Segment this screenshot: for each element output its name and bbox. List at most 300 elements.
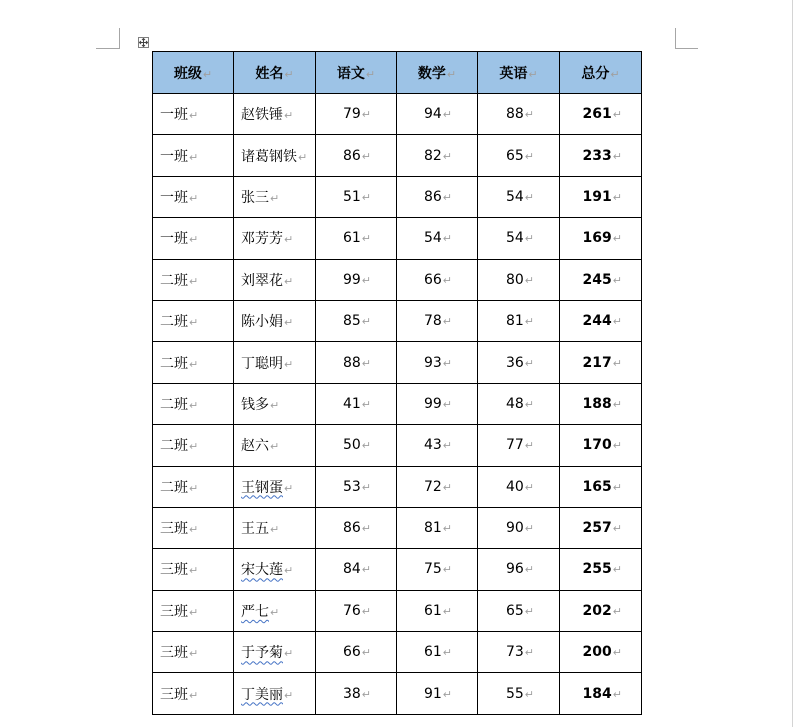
cell-chinese[interactable] <box>316 135 397 176</box>
cell-total[interactable] <box>560 590 642 631</box>
cell-name[interactable] <box>234 549 316 590</box>
cell-name-value: 刘翠花 <box>241 272 283 289</box>
cell-english[interactable] <box>478 425 560 466</box>
cell-chinese-value: 38 <box>342 685 361 702</box>
header-name[interactable] <box>234 52 316 94</box>
paragraph-mark: ↵ <box>189 605 199 619</box>
paragraph-mark: ↵ <box>524 646 534 660</box>
cell-chinese-value: 79 <box>342 106 361 123</box>
paragraph-mark: ↵ <box>612 356 622 370</box>
cell-class[interactable] <box>153 259 234 300</box>
cell-chinese-value: 51 <box>342 188 361 205</box>
cell-class-value: 二班 <box>160 396 188 413</box>
paragraph-mark: ↵ <box>189 481 199 495</box>
cell-class[interactable] <box>153 673 234 714</box>
paragraph-mark: ↵ <box>270 523 280 537</box>
cell-math-value: 94 <box>423 106 442 123</box>
cell-chinese[interactable] <box>316 342 397 383</box>
cell-name[interactable] <box>234 383 316 424</box>
cell-chinese[interactable] <box>316 425 397 466</box>
cell-class[interactable] <box>153 300 234 341</box>
paragraph-mark: ↵ <box>524 315 534 329</box>
paragraph-mark: ↵ <box>361 273 371 287</box>
cell-english[interactable] <box>478 259 560 300</box>
cell-english-value: 65 <box>505 602 524 619</box>
paragraph-mark: ↵ <box>612 646 622 660</box>
cell-total[interactable] <box>560 673 642 714</box>
paragraph-mark: ↵ <box>284 233 294 247</box>
paragraph-mark: ↵ <box>189 191 199 205</box>
margin-corner-mark-left <box>119 28 120 49</box>
paragraph-mark: ↵ <box>284 67 294 81</box>
cell-chinese-value: 66 <box>342 644 361 661</box>
cell-name-value: 丁聪明 <box>241 355 283 372</box>
paragraph-mark: ↵ <box>189 109 199 123</box>
header-label: 英语 <box>499 65 528 82</box>
paragraph-mark: ↵ <box>524 273 534 287</box>
paragraph-mark: ↵ <box>612 232 622 246</box>
cell-class[interactable] <box>153 383 234 424</box>
table-row <box>153 466 642 507</box>
cell-total-value: 202 <box>582 602 612 619</box>
cell-name[interactable] <box>234 507 316 548</box>
paragraph-mark: ↵ <box>612 522 622 536</box>
cell-name-value: 张三 <box>241 189 269 206</box>
cell-chinese[interactable] <box>316 94 397 135</box>
paragraph-mark: ↵ <box>524 522 534 536</box>
paragraph-mark: ↵ <box>442 149 452 163</box>
cell-english-value: 80 <box>505 271 524 288</box>
cell-name-value: 陈小娟 <box>241 314 283 331</box>
cell-class-value: 三班 <box>160 521 188 538</box>
cell-english[interactable] <box>478 507 560 548</box>
cell-total-value: 169 <box>582 230 612 247</box>
cell-chinese[interactable] <box>316 673 397 714</box>
cell-english[interactable] <box>478 549 560 590</box>
header-english[interactable] <box>478 52 560 94</box>
cell-name[interactable] <box>234 259 316 300</box>
cell-math-value: 91 <box>423 685 442 702</box>
cell-chinese-value: 88 <box>342 354 361 371</box>
cell-english-value: 54 <box>505 230 524 247</box>
cell-name[interactable] <box>234 342 316 383</box>
cell-math[interactable] <box>397 300 478 341</box>
cell-math[interactable] <box>397 673 478 714</box>
table-row <box>153 135 642 176</box>
header-chinese[interactable] <box>316 52 397 94</box>
paragraph-mark: ↵ <box>612 563 622 577</box>
cell-total[interactable] <box>560 218 642 259</box>
cell-english-value: 73 <box>505 644 524 661</box>
cell-name[interactable] <box>234 425 316 466</box>
cell-class[interactable] <box>153 507 234 548</box>
header-label: 班级 <box>173 65 202 82</box>
cell-total-value: 184 <box>582 685 612 702</box>
margin-corner-mark-left <box>96 48 120 49</box>
cell-chinese[interactable] <box>316 383 397 424</box>
paragraph-mark: ↵ <box>612 397 622 411</box>
paragraph-mark: ↵ <box>284 274 294 288</box>
paragraph-mark: ↵ <box>612 439 622 453</box>
paragraph-mark: ↵ <box>284 647 294 661</box>
paragraph-mark: ↵ <box>361 149 371 163</box>
cell-english-value: 36 <box>505 354 524 371</box>
cell-class[interactable] <box>153 135 234 176</box>
header-math[interactable] <box>397 52 478 94</box>
cell-math[interactable] <box>397 632 478 673</box>
cell-total[interactable] <box>560 342 642 383</box>
cell-class-value: 一班 <box>160 148 188 165</box>
cell-name[interactable] <box>234 466 316 507</box>
table-row <box>153 549 642 590</box>
cell-name[interactable] <box>234 218 316 259</box>
cell-math-value: 82 <box>423 147 442 164</box>
cell-chinese[interactable] <box>316 466 397 507</box>
cell-name[interactable] <box>234 590 316 631</box>
cell-english-value: 48 <box>505 395 524 412</box>
paragraph-mark: ↵ <box>612 687 622 701</box>
table-header-row <box>153 52 642 94</box>
grades-table <box>152 51 642 715</box>
table-row <box>153 507 642 548</box>
cell-name[interactable] <box>234 632 316 673</box>
cell-math[interactable] <box>397 549 478 590</box>
cell-total[interactable] <box>560 176 642 217</box>
cell-chinese[interactable] <box>316 176 397 217</box>
paragraph-mark: ↵ <box>442 273 452 287</box>
cell-name[interactable] <box>234 135 316 176</box>
table-row <box>153 300 642 341</box>
paragraph-mark: ↵ <box>612 604 622 618</box>
cell-math-value: 66 <box>423 271 442 288</box>
paragraph-mark: ↵ <box>361 563 371 577</box>
cell-name[interactable] <box>234 94 316 135</box>
cell-name[interactable] <box>234 673 316 714</box>
cell-chinese-value: 85 <box>342 313 361 330</box>
cell-math-value: 61 <box>423 602 442 619</box>
cell-name-value: 诸葛钢铁 <box>241 148 297 165</box>
paragraph-mark: ↵ <box>361 108 371 122</box>
cell-name-value: 赵铁锤 <box>241 107 283 124</box>
paragraph-mark: ↵ <box>442 687 452 701</box>
paragraph-mark: ↵ <box>284 564 294 578</box>
cell-total-value: 261 <box>582 106 612 123</box>
cell-total-value: 200 <box>582 644 612 661</box>
cell-english-value: 88 <box>505 106 524 123</box>
paragraph-mark: ↵ <box>442 232 452 246</box>
cell-english[interactable] <box>478 590 560 631</box>
cell-math[interactable] <box>397 218 478 259</box>
cell-math-value: 75 <box>423 561 442 578</box>
paragraph-mark: ↵ <box>524 480 534 494</box>
paragraph-mark: ↵ <box>189 440 199 454</box>
paragraph-mark: ↵ <box>442 315 452 329</box>
cell-total[interactable] <box>560 632 642 673</box>
cell-name-value: 丁美丽 <box>241 686 283 703</box>
cell-name[interactable] <box>234 176 316 217</box>
cell-name-value: 赵六 <box>241 438 269 455</box>
paragraph-mark: ↵ <box>270 191 280 205</box>
cell-math[interactable] <box>397 176 478 217</box>
cell-math-value: 78 <box>423 313 442 330</box>
header-label: 数学 <box>417 65 446 82</box>
cell-math-value: 93 <box>423 354 442 371</box>
cell-class[interactable] <box>153 176 234 217</box>
paragraph-mark: ↵ <box>524 232 534 246</box>
cell-total[interactable] <box>560 549 642 590</box>
cell-class[interactable] <box>153 590 234 631</box>
margin-corner-mark-right <box>675 28 676 49</box>
table-move-handle[interactable] <box>138 37 149 48</box>
table-row <box>153 590 642 631</box>
cell-name-value: 钱多 <box>241 396 269 413</box>
paragraph-mark: ↵ <box>298 150 308 164</box>
cell-total-value: 233 <box>582 147 612 164</box>
cell-chinese-value: 41 <box>342 395 361 412</box>
cell-math-value: 86 <box>423 188 442 205</box>
paragraph-mark: ↵ <box>361 480 371 494</box>
paragraph-mark: ↵ <box>612 108 622 122</box>
cell-name-value: 严七 <box>241 603 269 620</box>
header-class[interactable] <box>153 52 234 94</box>
header-label: 姓名 <box>255 65 284 82</box>
paragraph-mark: ↵ <box>284 688 294 702</box>
cell-total[interactable] <box>560 300 642 341</box>
cell-class-value: 二班 <box>160 272 188 289</box>
cell-english-value: 40 <box>505 478 524 495</box>
table-row <box>153 176 642 217</box>
paragraph-mark: ↵ <box>361 397 371 411</box>
cell-math[interactable] <box>397 342 478 383</box>
table-row <box>153 673 642 714</box>
paragraph-mark: ↵ <box>189 564 199 578</box>
cell-math[interactable] <box>397 259 478 300</box>
paragraph-mark: ↵ <box>361 646 371 660</box>
paragraph-mark: ↵ <box>442 522 452 536</box>
table-row <box>153 383 642 424</box>
cell-class[interactable] <box>153 466 234 507</box>
paragraph-mark: ↵ <box>442 646 452 660</box>
paragraph-mark: ↵ <box>270 605 280 619</box>
table-row <box>153 94 642 135</box>
cell-math-value: 43 <box>423 437 442 454</box>
cell-total[interactable] <box>560 425 642 466</box>
paragraph-mark: ↵ <box>612 273 622 287</box>
cell-class-value: 一班 <box>160 231 188 248</box>
cell-name-value: 于予菊 <box>241 645 283 662</box>
cell-total-value: 191 <box>582 188 612 205</box>
cell-class-value: 二班 <box>160 438 188 455</box>
cell-total-value: 217 <box>582 354 612 371</box>
cell-math[interactable] <box>397 94 478 135</box>
cell-class-value: 三班 <box>160 562 188 579</box>
paragraph-mark: ↵ <box>270 440 280 454</box>
paragraph-mark: ↵ <box>270 398 280 412</box>
header-total[interactable] <box>560 52 642 94</box>
cell-chinese-value: 84 <box>342 561 361 578</box>
cell-math[interactable] <box>397 507 478 548</box>
paragraph-mark: ↵ <box>442 190 452 204</box>
cell-class[interactable] <box>153 549 234 590</box>
cell-math-value: 99 <box>423 395 442 412</box>
cell-english[interactable] <box>478 466 560 507</box>
cell-chinese-value: 86 <box>342 520 361 537</box>
cell-english[interactable] <box>478 342 560 383</box>
cell-total-value: 255 <box>582 561 612 578</box>
cell-math-value: 81 <box>423 520 442 537</box>
cell-math[interactable] <box>397 383 478 424</box>
paragraph-mark: ↵ <box>442 480 452 494</box>
cell-class-value: 三班 <box>160 686 188 703</box>
cell-class-value: 二班 <box>160 355 188 372</box>
cell-english[interactable] <box>478 300 560 341</box>
cell-english[interactable] <box>478 135 560 176</box>
cell-name-value: 邓芳芳 <box>241 231 283 248</box>
cell-class-value: 三班 <box>160 645 188 662</box>
paragraph-mark: ↵ <box>202 67 213 81</box>
cell-total-value: 257 <box>582 520 612 537</box>
cell-english[interactable] <box>478 218 560 259</box>
cell-name-value: 王五 <box>241 521 269 538</box>
cell-total[interactable] <box>560 383 642 424</box>
paragraph-mark: ↵ <box>189 150 199 164</box>
cell-english[interactable] <box>478 383 560 424</box>
cell-chinese[interactable] <box>316 259 397 300</box>
paragraph-mark: ↵ <box>442 356 452 370</box>
cell-english[interactable] <box>478 94 560 135</box>
paragraph-mark: ↵ <box>361 356 371 370</box>
paragraph-mark: ↵ <box>612 149 622 163</box>
paragraph-mark: ↵ <box>361 315 371 329</box>
paragraph-mark: ↵ <box>189 398 199 412</box>
paragraph-mark: ↵ <box>361 439 371 453</box>
cell-english[interactable] <box>478 176 560 217</box>
cell-class[interactable] <box>153 218 234 259</box>
paragraph-mark: ↵ <box>524 149 534 163</box>
cell-name[interactable] <box>234 300 316 341</box>
paragraph-mark: ↵ <box>361 687 371 701</box>
paragraph-mark: ↵ <box>524 108 534 122</box>
cell-total-value: 170 <box>582 437 612 454</box>
paragraph-mark: ↵ <box>189 316 199 330</box>
paragraph-mark: ↵ <box>189 274 199 288</box>
table-row <box>153 632 642 673</box>
cell-math-value: 61 <box>423 644 442 661</box>
table-body <box>153 94 642 715</box>
paragraph-mark: ↵ <box>189 233 199 247</box>
paragraph-mark: ↵ <box>284 109 294 123</box>
paragraph-mark: ↵ <box>442 397 452 411</box>
paragraph-mark: ↵ <box>524 687 534 701</box>
cell-english-value: 90 <box>505 520 524 537</box>
paragraph-mark: ↵ <box>442 604 452 618</box>
cell-class[interactable] <box>153 342 234 383</box>
paragraph-mark: ↵ <box>524 397 534 411</box>
cell-class-value: 三班 <box>160 603 188 620</box>
paragraph-mark: ↵ <box>442 563 452 577</box>
paragraph-mark: ↵ <box>361 522 371 536</box>
cell-math-value: 72 <box>423 478 442 495</box>
cell-total[interactable] <box>560 507 642 548</box>
paragraph-mark: ↵ <box>189 523 199 537</box>
table-row <box>153 259 642 300</box>
cell-total[interactable] <box>560 466 642 507</box>
paragraph-mark: ↵ <box>284 481 294 495</box>
cell-english-value: 54 <box>505 188 524 205</box>
cell-chinese[interactable] <box>316 549 397 590</box>
page-edge <box>792 0 793 727</box>
move-arrows-icon <box>139 38 148 47</box>
cell-chinese-value: 76 <box>342 602 361 619</box>
cell-class[interactable] <box>153 632 234 673</box>
paragraph-mark: ↵ <box>524 190 534 204</box>
cell-total[interactable] <box>560 94 642 135</box>
cell-chinese-value: 61 <box>342 230 361 247</box>
paragraph-mark: ↵ <box>189 688 199 702</box>
paragraph-mark: ↵ <box>610 67 620 81</box>
cell-class-value: 一班 <box>160 189 188 206</box>
cell-chinese[interactable] <box>316 507 397 548</box>
cell-chinese[interactable] <box>316 300 397 341</box>
cell-math[interactable] <box>397 425 478 466</box>
cell-class[interactable] <box>153 94 234 135</box>
cell-chinese-value: 86 <box>342 147 361 164</box>
cell-english[interactable] <box>478 673 560 714</box>
table-row <box>153 425 642 466</box>
cell-math[interactable] <box>397 466 478 507</box>
header-label: 语文 <box>336 65 365 82</box>
paragraph-mark: ↵ <box>361 232 371 246</box>
cell-total-value: 244 <box>582 313 612 330</box>
paragraph-mark: ↵ <box>524 356 534 370</box>
cell-total-value: 245 <box>582 271 612 288</box>
cell-class-value: 二班 <box>160 314 188 331</box>
cell-class[interactable] <box>153 425 234 466</box>
cell-total[interactable] <box>560 135 642 176</box>
cell-chinese[interactable] <box>316 218 397 259</box>
margin-corner-mark-right <box>675 48 698 49</box>
cell-english-value: 96 <box>505 561 524 578</box>
paragraph-mark: ↵ <box>524 439 534 453</box>
paragraph-mark: ↵ <box>612 480 622 494</box>
cell-english[interactable] <box>478 632 560 673</box>
paragraph-mark: ↵ <box>446 67 457 81</box>
paragraph-mark: ↵ <box>361 190 371 204</box>
paragraph-mark: ↵ <box>612 190 622 204</box>
header-label: 总分 <box>581 65 610 82</box>
paragraph-mark: ↵ <box>284 357 294 371</box>
cell-name-value: 宋大莲 <box>241 562 283 579</box>
cell-name-value: 王钢蛋 <box>241 479 283 496</box>
paragraph-mark: ↵ <box>361 604 371 618</box>
cell-chinese[interactable] <box>316 590 397 631</box>
cell-chinese-value: 50 <box>342 437 361 454</box>
paragraph-mark: ↵ <box>442 439 452 453</box>
cell-english-value: 81 <box>505 313 524 330</box>
cell-math[interactable] <box>397 590 478 631</box>
paragraph-mark: ↵ <box>524 604 534 618</box>
cell-math-value: 54 <box>423 230 442 247</box>
paragraph-mark: ↵ <box>189 647 199 661</box>
cell-total[interactable] <box>560 259 642 300</box>
paragraph-mark: ↵ <box>284 316 294 330</box>
table-row <box>153 342 642 383</box>
cell-math[interactable] <box>397 135 478 176</box>
cell-chinese-value: 99 <box>342 271 361 288</box>
cell-chinese[interactable] <box>316 632 397 673</box>
cell-total-value: 188 <box>582 395 612 412</box>
paragraph-mark: ↵ <box>612 315 622 329</box>
